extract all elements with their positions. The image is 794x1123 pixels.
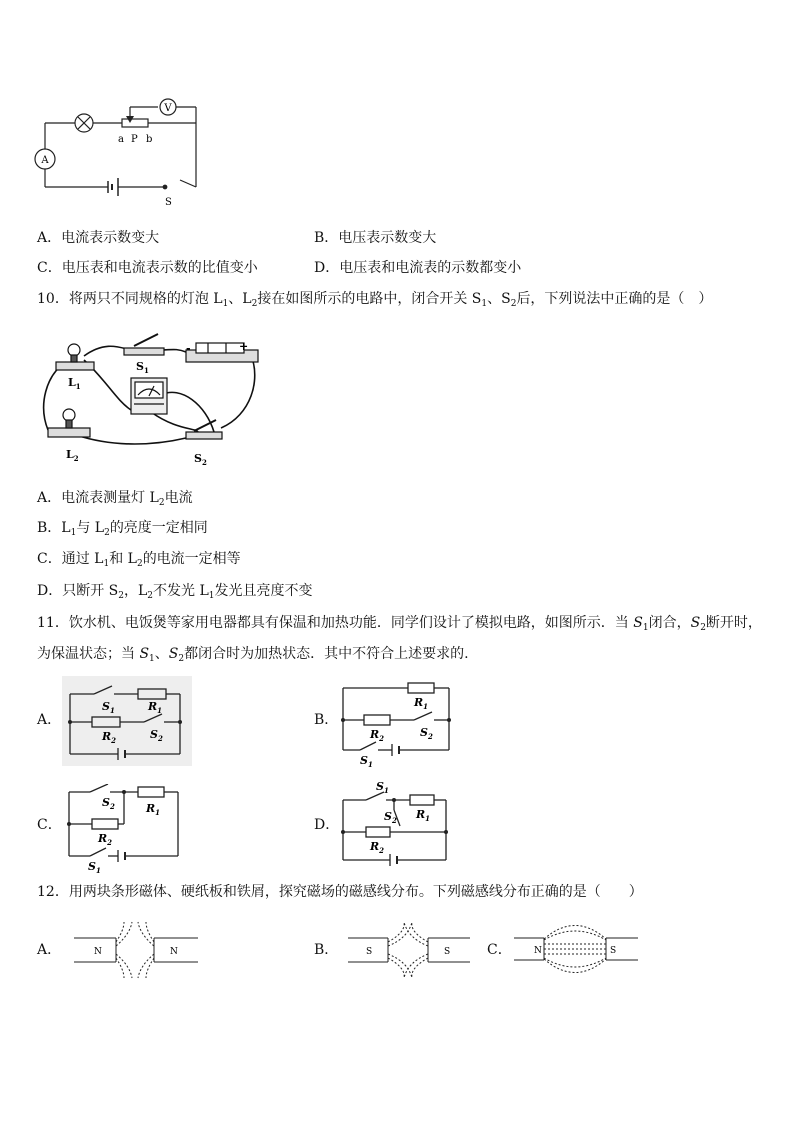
q12-stem: 12．用两块条形磁体、硬纸板和铁屑，探究磁场的磁感线分布。下列磁感线分布正确的是（ ）	[37, 884, 643, 900]
svg-text:R1: $R_1$	[416, 808, 431, 823]
q12-b-left-pole: S	[366, 947, 373, 957]
q11-circuit-a	[62, 676, 192, 766]
q12-option-c-label: C．	[487, 942, 512, 958]
svg-text:R1: $R_1$	[146, 802, 161, 817]
q10-option-b: B．$L_1$与 $L_2$的亮度一定相同	[37, 520, 208, 538]
q12-b-right-pole: S	[444, 947, 451, 957]
svg-text:S2: $S_2$	[420, 726, 433, 741]
q10-label-s1: $S_1$	[136, 360, 149, 375]
svg-text:R2: $R_2$	[102, 730, 117, 745]
svg-text:R1: $R_1$	[148, 700, 163, 715]
q9-voltmeter-label: V	[164, 103, 172, 114]
q11-circuit-b	[338, 680, 456, 770]
q11-option-a-label: A．	[37, 712, 62, 728]
q12-field-b	[348, 920, 470, 980]
q10-label-plus: +	[239, 340, 249, 353]
q12-field-c	[514, 918, 638, 980]
q12-c-right-pole: S	[610, 946, 617, 956]
q11-stem-line1: 11．饮水机、电饭煲等家用电器都具有保温和加热功能．同学们设计了模拟电路，如图所示．当 $S_1$闭合，$S_2$断开时，	[37, 615, 762, 633]
svg-text:R2: $R_2$	[370, 728, 385, 743]
q10-label-s2: $S_2$	[194, 452, 207, 467]
svg-text:S1: $S_1$	[88, 860, 101, 874]
q9-label-a: a	[118, 134, 124, 145]
q10-label-l1: $L_1$	[68, 376, 81, 391]
q9-option-d: D．电压表和电流表的示数都变小	[314, 260, 522, 276]
q10-option-a: A．电流表测量灯 $L_2$电流	[37, 490, 193, 508]
q9-option-c: C．电压表和电流表示数的比值变小	[37, 260, 258, 276]
q9-option-b: B．电压表示数变大	[314, 230, 437, 246]
q10-switch-s1	[124, 334, 164, 355]
q10-label-l2: $L_2$	[66, 448, 79, 463]
q9-ammeter-label: A	[41, 155, 49, 166]
q10-option-c: C．通过 $L_1$和 $L_2$的电流一定相等	[37, 551, 241, 569]
svg-text:S2: $S_2$	[102, 796, 115, 811]
q11-option-b-label: B．	[314, 712, 339, 728]
svg-text:S2: $S_2$	[384, 810, 397, 825]
q10-stem: 10．将两只不同规格的灯泡 $L_1$、$L_2$接在如图所示的电路中，闭合开关 $S_1$、$S_2$后，下列说法中正确的是（ ）	[37, 291, 713, 309]
q9-option-a: A．电流表示数变大	[37, 230, 160, 246]
q11-option-d-label: D．	[314, 817, 340, 833]
q9-label-b: b	[146, 134, 153, 145]
q10-ammeter	[131, 378, 167, 414]
q11-stem-line2: 为保温状态；当 $S_1$、$S_2$都闭合时为加热状态．其中不符合上述要求的.	[37, 646, 469, 664]
q9-label-p: P	[131, 134, 138, 145]
svg-text:S2: $S_2$	[150, 728, 163, 743]
q10-option-d: D．只断开 $S_2$，$L_2$不发光 $L_1$发光且亮度不变	[37, 583, 313, 601]
q11-option-c-label: C．	[37, 817, 62, 833]
q10-lamp-l2	[48, 409, 90, 437]
svg-text:S1: $S_1$	[102, 700, 115, 715]
q10-lamp-l1	[56, 344, 94, 370]
q11-circuit-d	[338, 780, 450, 866]
svg-text:R2: $R_2$	[98, 832, 113, 847]
q9-switch-label: S	[165, 197, 172, 208]
q12-field-a	[74, 920, 198, 980]
q12-a-right-pole: N	[170, 947, 178, 957]
svg-text:R1: $R_1$	[414, 696, 429, 711]
q12-option-b-label: B．	[314, 942, 339, 958]
q12-c-left-pole: N	[534, 946, 542, 956]
q10-circuit-picture	[36, 320, 266, 470]
q12-option-a-label: A．	[37, 942, 62, 958]
svg-text:S1: $S_1$	[376, 780, 389, 795]
q12-a-left-pole: N	[94, 947, 102, 957]
svg-text:S1: $S_1$	[360, 754, 373, 769]
q10-label-minus: -	[186, 342, 191, 355]
svg-text:R2: $R_2$	[370, 840, 385, 855]
q9-circuit-diagram	[30, 92, 210, 212]
q11-circuit-c	[62, 784, 184, 874]
